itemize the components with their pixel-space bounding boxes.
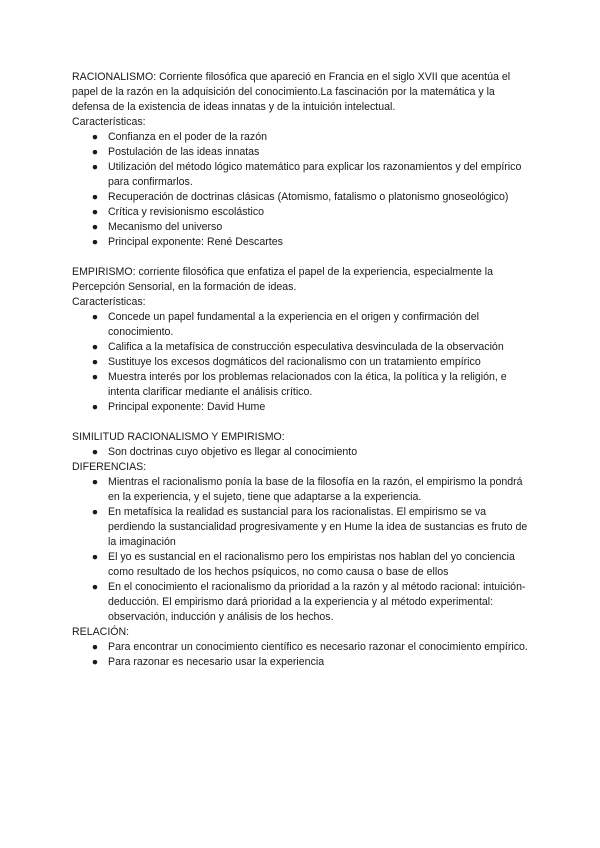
bullet-icon: ●: [91, 641, 99, 653]
racionalismo-list: [72, 130, 532, 250]
racionalismo-caracteristicas-label: Características:: [72, 116, 146, 128]
bullet-icon: ●: [91, 311, 99, 323]
bullet-icon: ●: [91, 476, 99, 488]
section-relacion: [72, 625, 532, 670]
list-item: ● Para razonar es necesario usar la experiencia: [91, 656, 325, 668]
list-item: ● En metafísica la realidad es sustancial para los racionalistas. El empirismo se va perdiendo la sustancialidad progresivamente y en Hume la idea de sustancias es fruto de la imaginación: [91, 506, 528, 548]
bullet-icon: ●: [91, 446, 99, 458]
bullet-icon: ●: [91, 221, 99, 233]
list-item: ● Recuperación de doctrinas clásicas (Atomismo, fatalismo o platonismo gnoseológico): [91, 191, 509, 203]
bullet-icon: ●: [91, 581, 99, 593]
bullet-icon: ●: [91, 551, 99, 563]
list-item: ● Mecanismo del universo: [91, 221, 223, 233]
list-item: ● Principal exponente: David Hume: [91, 401, 266, 413]
bullet-icon: ●: [91, 206, 99, 218]
spacer: [72, 250, 532, 265]
section-empirismo: [72, 265, 532, 415]
list-item: ● Son doctrinas cuyo objetivo es llegar al conocimiento: [91, 446, 358, 458]
list-item: ● Crítica y revisionismo escolástico: [91, 206, 265, 218]
bullet-icon: ●: [91, 131, 99, 143]
bullet-icon: ●: [91, 146, 99, 158]
list-item: ● Muestra interés por los problemas relacionados con la ética, la política y la religión, e intenta clarificar mediante el análisis crítico.: [91, 371, 507, 398]
list-item: ● Sustituye los excesos dogmáticos del racionalismo con un tratamiento empírico: [91, 356, 481, 368]
section-racionalismo: [72, 70, 532, 250]
relacion-heading: RELACIÓN:: [72, 626, 130, 638]
empirismo-caracteristicas-label: Características:: [72, 296, 146, 308]
bullet-icon: ●: [91, 191, 99, 203]
list-item: ● El yo es sustancial en el racionalismo pero los empiristas nos hablan del yo conciencia como resultado de los hechos psíquicos, no como causa o base de ellos: [91, 551, 515, 578]
similitud-list: [72, 445, 532, 460]
list-item: ● En el conocimiento el racionalismo da prioridad a la razón y al método racional: intuición-deducción. El empirismo dará prioridad a la experiencia y al método experimental: observación, inducción y análisis de los hechos.: [91, 581, 526, 623]
document-body: [72, 70, 532, 670]
empirismo-intro: EMPIRISMO: corriente filosófica que enfatiza el papel de la experiencia, especialmente la Percepción Sensorial, en la formación de ideas.: [72, 266, 494, 293]
spacer: [72, 415, 532, 430]
similitud-heading: SIMILITUD RACIONALISMO Y EMPIRISMO:: [72, 431, 285, 443]
list-item: ● Principal exponente: René Descartes: [91, 236, 283, 248]
bullet-icon: ●: [91, 341, 99, 353]
section-similitud: [72, 430, 532, 460]
section-diferencias: [72, 460, 532, 625]
diferencias-list: [72, 475, 532, 625]
list-item: ● Para encontrar un conocimiento científico es necesario razonar el conocimiento empírico.: [91, 641, 528, 653]
diferencias-heading: DIFERENCIAS:: [72, 461, 147, 473]
list-item: ● Concede un papel fundamental a la experiencia en el origen y confirmación del conocimiento.: [91, 311, 480, 338]
bullet-icon: ●: [91, 401, 99, 413]
list-item: ● Postulación de las ideas innatas: [91, 146, 260, 158]
list-item: ● Mientras el racionalismo ponía la base de la filosofía en la razón, el empirismo la pondrá en la experiencia, y el sujeto, tiene que adaptarse a la experiencia.: [91, 476, 523, 503]
bullet-icon: ●: [91, 161, 99, 173]
relacion-list: [72, 640, 532, 670]
list-item: ● Califica a la metafísica de construcción especulativa desvinculada de la observación: [91, 341, 504, 353]
bullet-icon: ●: [91, 236, 99, 248]
racionalismo-intro: RACIONALISMO: Corriente filosófica que apareció en Francia en el siglo XVII que acentúa el papel de la razón en la adquisición del conocimiento.La fascinación por la matemática y la defensa de la existencia de ideas innatas y de la intuición intelectual.: [72, 71, 511, 113]
bullet-icon: ●: [91, 371, 99, 383]
empirismo-list: [72, 310, 532, 415]
bullet-icon: ●: [91, 656, 99, 668]
list-item: ● Utilización del método lógico matemático para explicar los razonamientos y del empírico para confirmarlos.: [91, 161, 522, 188]
bullet-icon: ●: [91, 506, 99, 518]
list-item: ● Confianza en el poder de la razón: [91, 131, 268, 143]
bullet-icon: ●: [91, 356, 99, 368]
